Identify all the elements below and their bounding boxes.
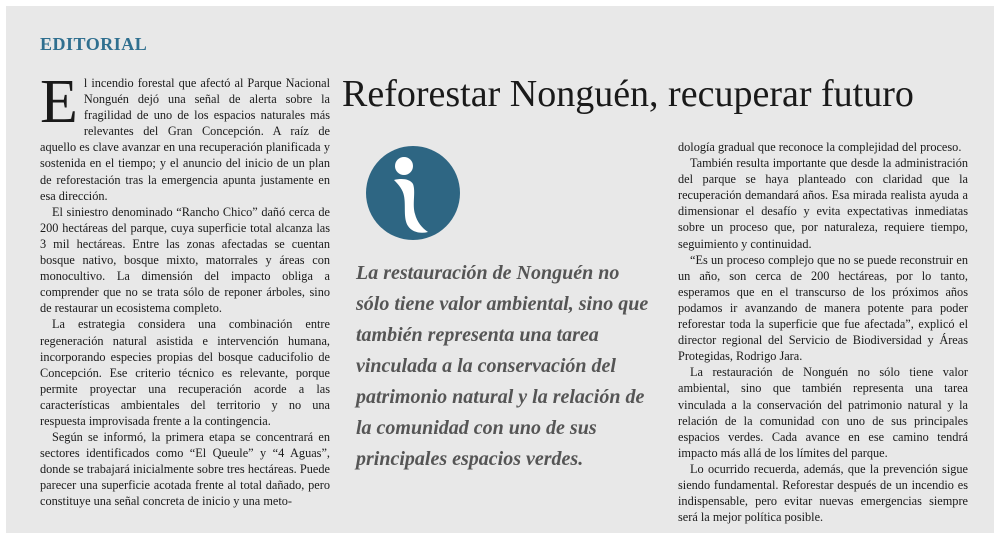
paragraph: La estrategia considera una combinación entre regeneración natural asistida e intervención humana, incorporando especies propias del bosque caducifolio de Concepción. Ese criterio técnico es relevante, porque permite proyectar una recuperación acorde a las características ambientales del territorio y no una respuesta improvisada frente a la contingencia. xyxy=(40,317,330,428)
paragraph: El siniestro denominado “Rancho Chico” dañó cerca de 200 hectáreas del parque, cuya superficie total alcanza las 3 mil hectáreas. Entre las zonas afectadas se cuentan bosque nativo, bosque mixto, matorrales y áreas con monocultivo. La dimensión del impacto obliga a comprender que no se trata sólo de reponer árboles, sino de restaurar un ecosistema completo. xyxy=(40,204,330,316)
headline: Reforestar Nonguén, recuperar futuro xyxy=(342,73,914,115)
pull-quote: La restauración de Nonguén no sólo tiene valor ambiental, sino que también representa una tarea vinculada a la conservación del patrimonio natural y la relación de la comunidad con uno de sus principales espacios verdes. xyxy=(356,262,649,470)
paragraph: dología gradual que reconoce la complejidad del proceso. xyxy=(678,140,962,154)
paragraph: Lo ocurrido recuerda, además, que la prevención sigue siendo fundamental. Reforestar después de un incendio es indispensable, pero evitar nuevas emergencias siempre será la mejor política posible. xyxy=(678,461,968,525)
drop-cap: E xyxy=(40,68,78,136)
paragraph: Según se informó, la primera etapa se concentrará en sectores identificados como “El Queule” y “4 Aguas”, donde se trabajará inicialmente sobre tres hectáreas. Puede parecer una superficie acotada frente al total dañado, pero constituye una señal concreta de inicio y una meto- xyxy=(40,430,330,509)
paragraph: La restauración de Nonguén no sólo tiene valor ambiental, sino que también representa una tarea vinculada a la conservación del patrimonio natural y la relación de la comunidad con uno de sus principales espacios verdes. Cada avance en ese camino tendrá impacto más allá de los límites del parque. xyxy=(678,365,968,460)
article-column-3 xyxy=(678,139,968,525)
paragraph-text: l incendio forestal que afectó al Parque Nacional Nonguén dejó una señal de alerta sobre la fragilidad de uno de los espacios naturales más relevantes del Gran Concepción. A raíz de aquello es clave avanzar en una recuperación planificada y sostenida en el tiempo; y el anuncio del inicio de un plan de reforestación tras la emergencia apunta justamente en esa dirección. xyxy=(40,76,330,203)
info-icon xyxy=(366,146,460,240)
editorial-page xyxy=(6,6,994,533)
paragraph: “Es un proceso complejo que no se puede reconstruir en un año, son cerca de 200 hectáreas, por lo tanto, esperamos que en el transcurso de los próximos años podamos ir avanzando de manera potente para poder reforestar toda la superficie que fue afectada”, explicó el director regional del Servicio de Biodiversidad y Áreas Protegidas, Rodrigo Jara. xyxy=(678,252,968,364)
paragraph xyxy=(40,68,330,204)
paragraph: También resulta importante que desde la administración del parque se haya planteado con claridad que la recuperación demandará años. Esa mirada realista ayuda a dimensionar el desafío y evita expectativas inmediatas sobre un proceso que, por naturaleza, requiere tiempo, seguimiento y continuidad. xyxy=(678,156,968,251)
article-column-1 xyxy=(40,68,330,515)
section-label: EDITORIAL xyxy=(40,34,148,54)
